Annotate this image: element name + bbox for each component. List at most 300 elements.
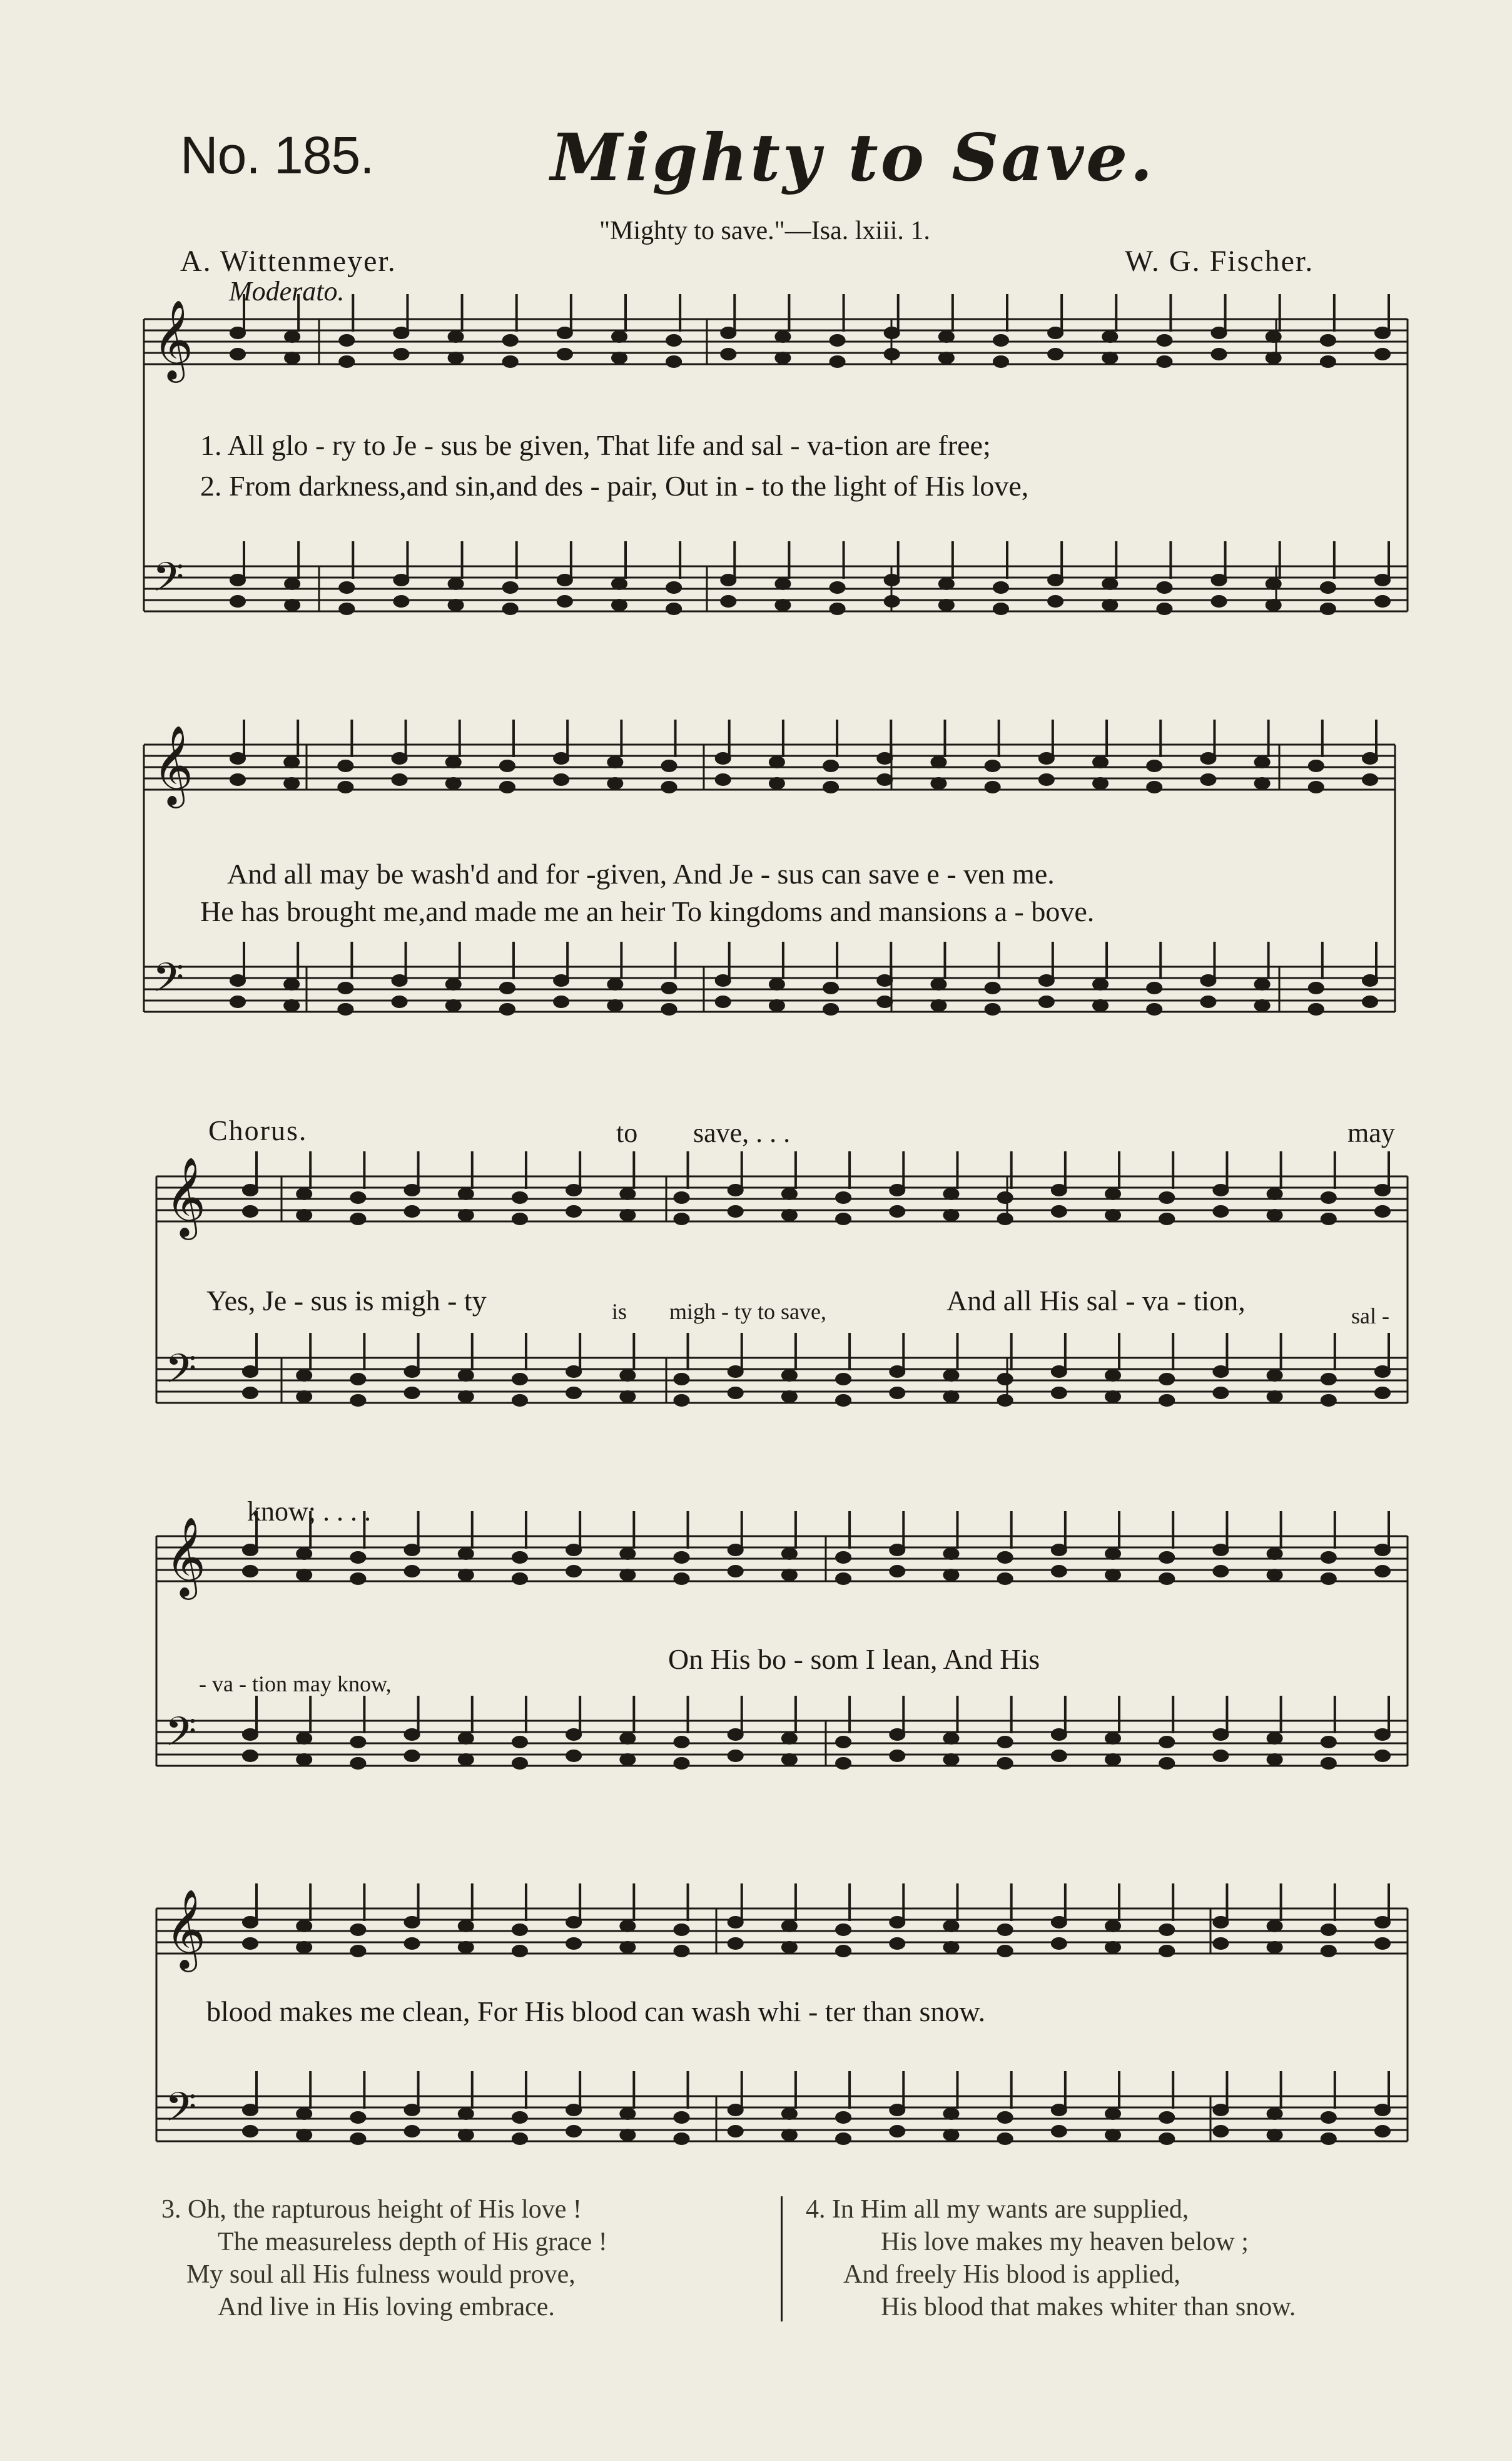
note-head	[297, 2130, 311, 2140]
note-head	[824, 983, 838, 993]
note-head	[878, 976, 891, 986]
note-head	[1093, 757, 1107, 767]
note-head	[1052, 1185, 1066, 1195]
note-head	[621, 1549, 634, 1559]
note-head	[1160, 1925, 1174, 1935]
note-head	[1321, 357, 1335, 367]
note-head	[243, 1566, 257, 1576]
note-head	[836, 1925, 850, 1935]
note-head	[231, 575, 245, 585]
note-head	[986, 1004, 1000, 1014]
note-head	[459, 1210, 473, 1220]
note-head	[1052, 1367, 1066, 1377]
note-head	[621, 1921, 634, 1931]
note-head	[243, 1917, 257, 1927]
note-head	[998, 1193, 1012, 1203]
note-head	[1157, 357, 1171, 367]
note-head	[394, 328, 408, 338]
note-head	[459, 1570, 473, 1580]
note-head	[783, 1549, 796, 1559]
note-head	[662, 782, 676, 792]
note-head	[998, 2112, 1012, 2122]
note-head	[608, 979, 622, 989]
note-head	[1268, 1392, 1282, 1402]
note-head	[504, 604, 517, 614]
note-head	[986, 761, 1000, 771]
note-head	[824, 1004, 838, 1014]
note-head	[998, 1925, 1012, 1935]
note-head	[721, 575, 735, 585]
note-head	[890, 1751, 904, 1761]
note-head	[1322, 1374, 1336, 1384]
note-head	[1322, 1758, 1336, 1768]
note-head	[1376, 1367, 1389, 1377]
note-head	[836, 1374, 850, 1384]
note-head	[554, 997, 568, 1007]
note-head	[885, 328, 899, 338]
note-head	[998, 2134, 1012, 2144]
note-head	[1201, 775, 1215, 785]
note-head	[998, 1374, 1012, 1384]
note-head	[340, 335, 353, 345]
note-head	[1040, 753, 1053, 763]
note-head	[783, 2130, 796, 2140]
note-head	[231, 976, 245, 986]
note-head	[994, 335, 1008, 345]
note-head	[667, 335, 681, 345]
note-head	[393, 753, 407, 763]
note-head	[944, 1570, 958, 1580]
note-head	[1212, 349, 1226, 359]
note-head	[1147, 782, 1161, 792]
s1-verse2: 2. From darkness,and sin,and des - pair, Out in - to the light of His love,	[200, 470, 1029, 502]
note-head	[297, 1942, 311, 1952]
verse-3-line-4: And live in His loving embrace.	[218, 2293, 555, 2321]
note-head	[459, 2130, 473, 2140]
note-head	[1268, 1210, 1282, 1220]
note-head	[1309, 761, 1323, 771]
note-head	[1214, 1939, 1227, 1949]
note-head	[1201, 753, 1215, 763]
note-head	[1363, 997, 1377, 1007]
note-head	[783, 1370, 796, 1380]
note-head	[405, 1566, 419, 1576]
note-head	[1268, 2109, 1282, 2119]
note-head	[567, 1185, 581, 1195]
note-head	[513, 1946, 527, 1956]
note-head	[513, 2134, 527, 2144]
treble-clef-icon: 𝄞	[165, 1156, 206, 1236]
note-head	[721, 596, 735, 606]
note-head	[1214, 1545, 1227, 1555]
note-head	[1322, 1574, 1336, 1584]
note-head	[885, 575, 899, 585]
note-head	[1052, 1206, 1066, 1216]
note-head	[1160, 1214, 1174, 1224]
note-head	[1052, 1388, 1066, 1398]
bass-clef-icon: 𝄢	[165, 1709, 197, 1765]
s1-verse1: 1. All glo - ry to Je - sus be given, That life and sal - va-tion are free;	[200, 429, 991, 461]
note-head	[944, 1370, 958, 1380]
note-head	[1103, 332, 1117, 342]
note-head	[836, 1214, 850, 1224]
note-head	[351, 2134, 365, 2144]
note-head	[1160, 2112, 1174, 2122]
note-head	[729, 1730, 743, 1740]
note-head	[986, 782, 1000, 792]
note-head	[1106, 1755, 1120, 1765]
note-head	[405, 1367, 419, 1377]
note-head	[885, 596, 899, 606]
note-head	[449, 353, 463, 363]
note-head	[662, 983, 676, 993]
note-head	[231, 328, 245, 338]
note-head	[1214, 1751, 1227, 1761]
note-head	[729, 1545, 743, 1555]
note-head	[513, 1925, 527, 1935]
note-head	[1214, 1185, 1227, 1195]
note-head	[297, 1210, 311, 1220]
note-head	[558, 596, 572, 606]
note-head	[716, 775, 730, 785]
verse-3-line-3: My soul all His fulness would prove,	[186, 2260, 576, 2289]
note-head	[449, 600, 463, 610]
note-head	[338, 782, 352, 792]
treble-clef-icon: 𝄞	[165, 1888, 206, 1969]
note-head	[1106, 1210, 1120, 1220]
note-head	[1201, 997, 1215, 1007]
note-head	[824, 761, 838, 771]
note-head	[459, 1755, 473, 1765]
note-head	[1160, 1395, 1174, 1405]
note-head	[1256, 757, 1269, 767]
note-head	[612, 353, 626, 363]
note-head	[1214, 2126, 1227, 2136]
note-head	[1376, 1388, 1389, 1398]
treble-clef-icon: 𝄞	[153, 299, 194, 379]
note-head	[831, 604, 845, 614]
note-head	[554, 775, 568, 785]
note-head	[831, 357, 845, 367]
note-head	[297, 1755, 311, 1765]
treble-clef-icon: 𝄞	[153, 725, 194, 805]
verse-3-line-2: The measureless depth of His grace !	[218, 2228, 607, 2256]
note-head	[459, 1942, 473, 1952]
note-head	[243, 1206, 257, 1216]
note-head	[1268, 1189, 1282, 1199]
note-head	[836, 1758, 850, 1768]
note-head	[1363, 753, 1377, 763]
note-head	[297, 1189, 311, 1199]
note-head	[1268, 1370, 1282, 1380]
note-head	[1321, 335, 1335, 345]
note-head	[675, 1214, 689, 1224]
note-head	[1147, 761, 1161, 771]
note-head	[998, 1395, 1012, 1405]
note-head	[567, 2105, 581, 2115]
note-head	[351, 1395, 365, 1405]
note-head	[351, 1737, 365, 1747]
note-head	[890, 2105, 904, 2115]
hymn-number: No. 185.	[180, 126, 374, 185]
note-head	[890, 1367, 904, 1377]
note-head	[1093, 979, 1107, 989]
note-head	[1268, 1942, 1282, 1952]
note-head	[1321, 583, 1335, 593]
note-head	[994, 604, 1008, 614]
note-head	[1052, 1939, 1066, 1949]
note-head	[986, 983, 1000, 993]
bass-clef-icon: 𝄢	[165, 2084, 197, 2141]
note-head	[285, 757, 298, 767]
note-head	[890, 1185, 904, 1195]
note-head	[340, 604, 353, 614]
note-head	[1376, 1917, 1389, 1927]
note-head	[1322, 2112, 1336, 2122]
note-head	[1268, 1733, 1282, 1743]
note-head	[783, 1921, 796, 1931]
note-head	[667, 583, 681, 593]
note-head	[243, 1367, 257, 1377]
note-head	[940, 600, 953, 610]
note-head	[729, 1388, 743, 1398]
bass-clef-icon: 𝄢	[165, 1346, 197, 1402]
chorus-above-may: may	[1347, 1118, 1395, 1148]
note-head	[567, 1206, 581, 1216]
note-head	[1052, 1917, 1066, 1927]
note-head	[459, 1392, 473, 1402]
note-head	[351, 1946, 365, 1956]
note-head	[297, 1733, 311, 1743]
note-head	[675, 1552, 689, 1562]
note-head	[558, 328, 572, 338]
note-head	[944, 2109, 958, 2119]
note-head	[459, 1921, 473, 1931]
note-head	[729, 1206, 743, 1216]
note-head	[890, 1545, 904, 1555]
note-head	[1160, 1374, 1174, 1384]
bass-clef-icon: 𝄢	[153, 554, 185, 611]
note-head	[567, 1545, 581, 1555]
note-head	[998, 1758, 1012, 1768]
note-head	[1093, 778, 1107, 788]
note-head	[998, 1946, 1012, 1956]
note-head	[729, 2126, 743, 2136]
note-head	[621, 1210, 634, 1220]
tempo-marking: Moderato.	[229, 276, 345, 307]
note-head	[1268, 1755, 1282, 1765]
note-head	[1160, 1737, 1174, 1747]
note-head	[351, 1758, 365, 1768]
hymn-title: Mighty to Save.	[551, 119, 1155, 196]
note-head	[890, 1917, 904, 1927]
note-head	[836, 1946, 850, 1956]
note-head	[500, 983, 514, 993]
note-head	[998, 1552, 1012, 1562]
note-head	[931, 757, 945, 767]
composer: W. G. Fischer.	[1125, 245, 1314, 278]
note-head	[621, 2109, 634, 2119]
note-head	[1376, 2126, 1389, 2136]
s4-below: - va - tion may know,	[199, 1671, 392, 1696]
note-head	[940, 332, 953, 342]
note-head	[721, 349, 735, 359]
note-head	[449, 579, 463, 589]
verse-4-line-1: 4. In Him all my wants are supplied,	[806, 2195, 1189, 2224]
note-head	[567, 1566, 581, 1576]
note-head	[783, 1189, 796, 1199]
note-head	[1214, 1206, 1227, 1216]
note-head	[405, 2126, 419, 2136]
note-head	[729, 1751, 743, 1761]
note-head	[1147, 1004, 1161, 1014]
note-head	[285, 332, 299, 342]
note-head	[675, 1946, 689, 1956]
note-head	[297, 1549, 311, 1559]
note-head	[836, 2134, 850, 2144]
verse-4-line-3: And freely His blood is applied,	[843, 2260, 1180, 2289]
note-head	[1103, 600, 1117, 610]
note-head	[621, 1189, 634, 1199]
verse-4-line-4: His blood that makes whiter than snow.	[881, 2293, 1296, 2321]
note-head	[776, 600, 789, 610]
note-head	[944, 1921, 958, 1931]
note-head	[836, 1552, 850, 1562]
note-head	[513, 1574, 527, 1584]
note-head	[1048, 575, 1062, 585]
note-head	[351, 1552, 365, 1562]
note-head	[770, 757, 784, 767]
chorus-line-e: sal -	[1351, 1303, 1389, 1328]
note-head	[297, 2109, 311, 2119]
note-head	[931, 1001, 945, 1011]
note-head	[1106, 2109, 1120, 2119]
note-head	[1322, 1214, 1336, 1224]
note-head	[1363, 775, 1377, 785]
note-head	[567, 1917, 581, 1927]
note-head	[1157, 604, 1171, 614]
note-head	[1106, 1570, 1120, 1580]
note-head	[1093, 1001, 1107, 1011]
note-head	[504, 583, 517, 593]
note-head	[1322, 1946, 1336, 1956]
note-head	[1106, 1392, 1120, 1402]
note-head	[1048, 596, 1062, 606]
note-head	[394, 575, 408, 585]
note-head	[459, 1733, 473, 1743]
note-head	[1322, 2134, 1336, 2144]
note-head	[1376, 1545, 1389, 1555]
note-head	[608, 757, 622, 767]
note-head	[340, 583, 353, 593]
note-head	[285, 353, 299, 363]
note-head	[243, 2126, 257, 2136]
note-head	[1214, 2105, 1227, 2115]
note-head	[405, 1917, 419, 1927]
note-head	[243, 1751, 257, 1761]
note-head	[675, 1193, 689, 1203]
note-head	[944, 1210, 958, 1220]
note-head	[1040, 775, 1053, 785]
note-head	[1376, 1751, 1389, 1761]
note-head	[994, 357, 1008, 367]
note-head	[716, 753, 730, 763]
note-head	[836, 1737, 850, 1747]
note-head	[1052, 1751, 1066, 1761]
note-head	[621, 1570, 634, 1580]
note-head	[621, 1755, 634, 1765]
note-head	[243, 1939, 257, 1949]
verse-4	[806, 2193, 1296, 2323]
note-head	[944, 1392, 958, 1402]
note-head	[1201, 976, 1215, 986]
note-head	[513, 2112, 527, 2122]
note-head	[621, 1942, 634, 1952]
note-head	[1268, 1921, 1282, 1931]
note-head	[1160, 1758, 1174, 1768]
chorus-line-d: And all His sal - va - tion,	[946, 1285, 1246, 1317]
note-head	[393, 775, 407, 785]
note-head	[554, 753, 568, 763]
note-head	[783, 1755, 796, 1765]
note-head	[447, 778, 460, 788]
note-head	[621, 2130, 634, 2140]
note-head	[1309, 983, 1323, 993]
note-head	[729, 1185, 743, 1195]
note-head	[944, 1942, 958, 1952]
note-head	[459, 2109, 473, 2119]
note-head	[338, 761, 352, 771]
note-head	[1214, 1367, 1227, 1377]
note-head	[351, 1214, 365, 1224]
note-head	[340, 357, 353, 367]
note-head	[1212, 596, 1226, 606]
note-head	[729, 1917, 743, 1927]
note-head	[612, 332, 626, 342]
note-head	[513, 1552, 527, 1562]
note-head	[1322, 1925, 1336, 1935]
note-head	[1048, 349, 1062, 359]
note-head	[729, 1939, 743, 1949]
note-head	[1103, 579, 1117, 589]
note-head	[558, 349, 572, 359]
note-head	[1256, 979, 1269, 989]
note-head	[1256, 1001, 1269, 1011]
note-head	[513, 1214, 527, 1224]
note-head	[231, 997, 245, 1007]
note-head	[998, 1737, 1012, 1747]
note-head	[944, 1549, 958, 1559]
note-head	[890, 1566, 904, 1576]
verse-4-line-2: His love makes my heaven below ;	[881, 2228, 1249, 2256]
note-head	[513, 1374, 527, 1384]
note-head	[351, 2112, 365, 2122]
note-head	[608, 778, 622, 788]
note-head	[1052, 1730, 1066, 1740]
note-head	[662, 761, 676, 771]
note-head	[567, 1367, 581, 1377]
note-head	[1268, 1570, 1282, 1580]
note-head	[770, 778, 784, 788]
note-head	[612, 600, 626, 610]
note-head	[1052, 1566, 1066, 1576]
note-head	[621, 1392, 634, 1402]
note-head	[716, 997, 730, 1007]
note-head	[1376, 328, 1389, 338]
note-head	[675, 2134, 689, 2144]
note-head	[783, 1942, 796, 1952]
note-head	[1160, 1193, 1174, 1203]
